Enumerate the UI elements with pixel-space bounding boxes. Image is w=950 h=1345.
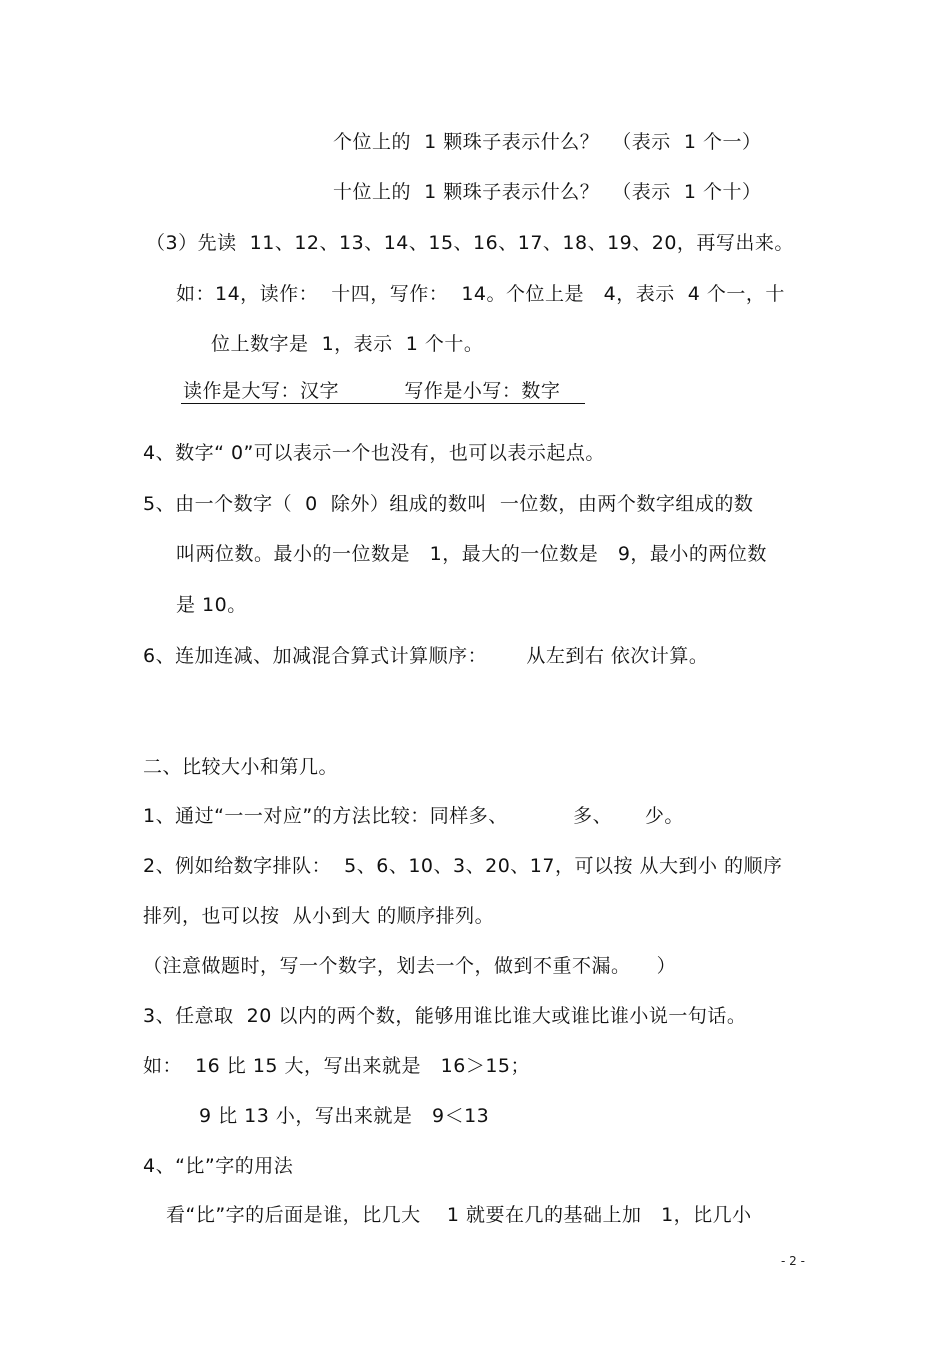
text-line-2: 十位上的 1 颗珠子表示什么？ （表示 1 个十） [333, 181, 762, 203]
text-line-19: 9 比 13 小，写出来就是 9＜13 [199, 1105, 490, 1127]
text-line-3: （3）先读 11、12、13、14、15、16、17、18、19、20，再写出来。 [146, 232, 794, 254]
text-line-4: 如：14，读作： 十四，写作： 14。个位上是 4，表示 4 个一，十 [176, 283, 785, 305]
text-line-5: 位上数字是 1，表示 1 个十。 [211, 333, 484, 355]
text-line-11: 6、连加连减、加减混合算式计算顺序： 从左到右 依次计算。 [143, 645, 709, 667]
text-line-16: （注意做题时，写一个数字，划去一个，做到不重不漏。 ） [143, 955, 677, 977]
text-line-10: 是 10。 [176, 594, 247, 616]
text-line-13: 1、通过“一一对应”的方法比较：同样多、 多、 少。 [143, 805, 684, 827]
text-line-20: 4、“比”字的用法 [143, 1155, 294, 1177]
text-line-14: 2、例如给数字排队： 5、6、10、3、20、17，可以按 从大到小 的顺序 [143, 855, 783, 877]
text-line-15: 排列，也可以按 从小到大 的顺序排列。 [143, 905, 495, 927]
section-heading: 二、比较大小和第几。 [143, 756, 339, 778]
text-line-18: 如： 16 比 15 大，写出来就是 16＞15； [143, 1055, 531, 1077]
text-line-1: 个位上的 1 颗珠子表示什么？ （表示 1 个一） [333, 131, 762, 153]
text-line-6-underlined: 读作是大写：汉字 写作是小写：数字 [183, 380, 561, 402]
page-number: - 2 - [781, 1254, 805, 1268]
underline-rule [181, 403, 585, 404]
text-line-17: 3、任意取 20 以内的两个数，能够用谁比谁大或谁比谁小说一句话。 [143, 1005, 747, 1027]
text-line-9: 叫两位数。最小的一位数是 1，最大的一位数是 9，最小的两位数 [176, 543, 767, 565]
text-line-21: 看“比”字的后面是谁，比几大 1 就要在几的基础上加 1，比几小 [166, 1204, 752, 1226]
text-line-8: 5、由一个数字（ 0 除外）组成的数叫 一位数，由两个数字组成的数 [143, 493, 754, 515]
text-line-7: 4、数字“ 0”可以表示一个也没有，也可以表示起点。 [143, 442, 605, 464]
